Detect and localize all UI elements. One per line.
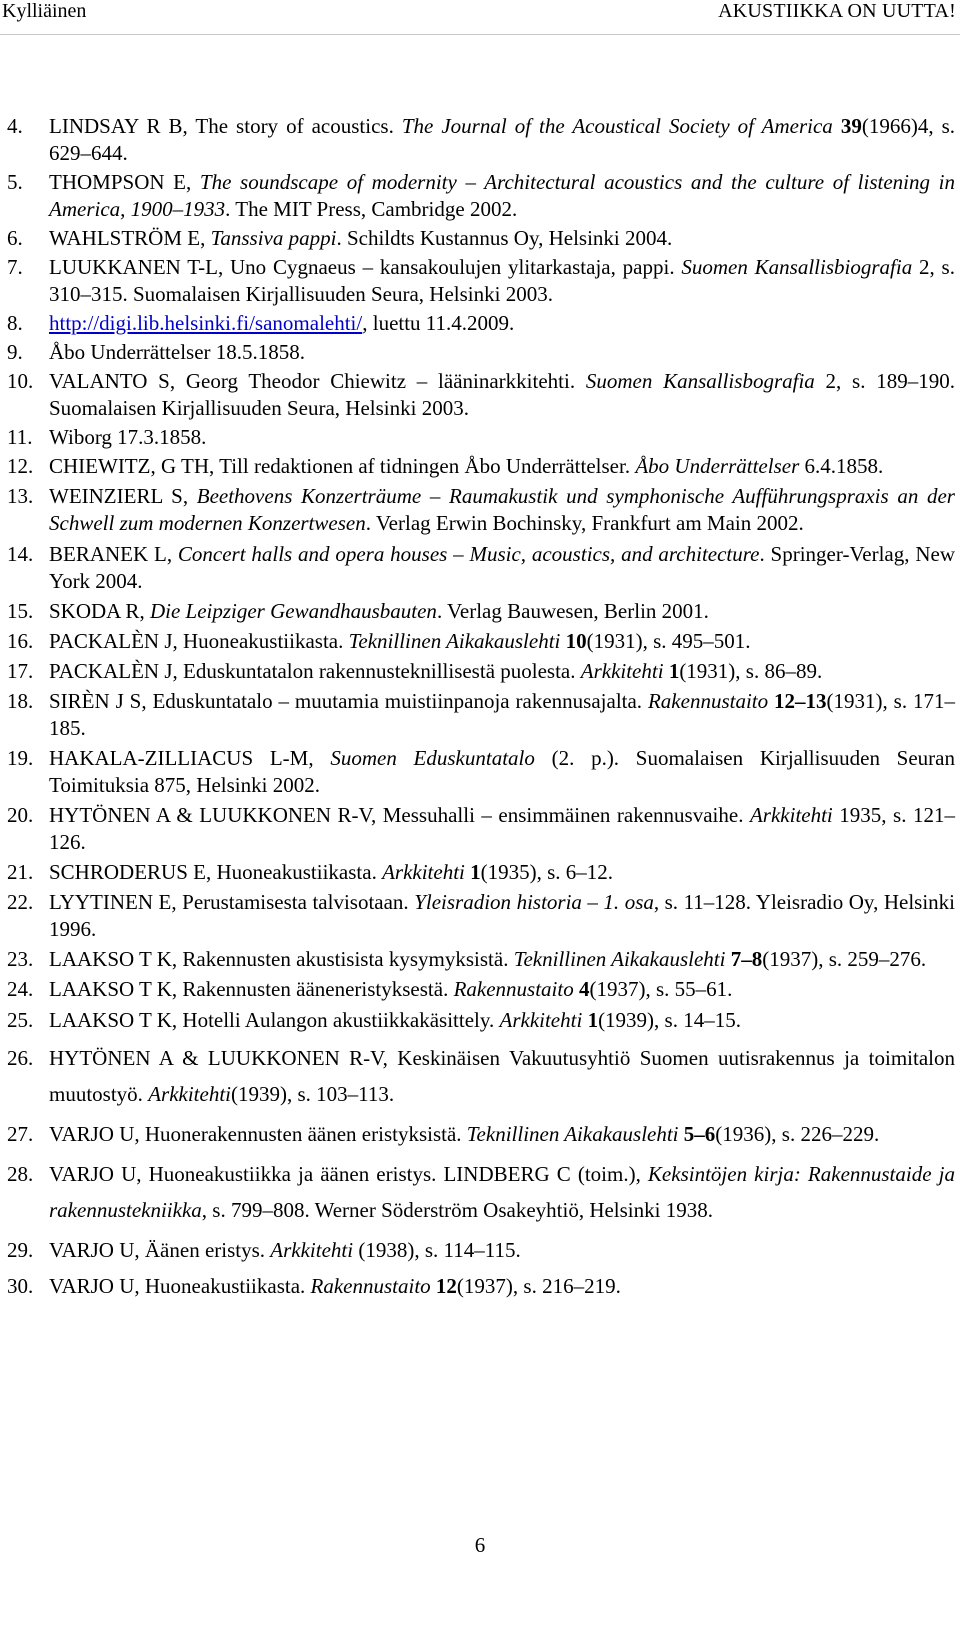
reference-number: 23. — [7, 947, 34, 971]
reference-segment: HYTÖNEN A & LUUKKONEN R-V, Messuhalli – ensimmäinen rakennusvaihe. — [49, 803, 750, 827]
reference-segment: 1935, s. 121–126. — [49, 803, 955, 854]
reference-list — [7, 113, 960, 1304]
reference-segment: (1936), s. 226–229. — [715, 1122, 880, 1146]
reference-number: 29. — [7, 1238, 34, 1262]
reference-item — [7, 541, 955, 595]
reference-number: 5. — [7, 170, 23, 194]
reference-number: 14. — [7, 542, 34, 566]
reference-number: 13. — [7, 484, 34, 508]
reference-segment: . Verlag Bauwesen, Berlin 2001. — [436, 599, 709, 623]
reference-item — [7, 1116, 955, 1152]
reference-segment: VALANTO S, Georg Theodor Chiewitz – lääninarkkitehti. — [49, 369, 586, 393]
reference-source: Tanssiva pappi — [210, 226, 337, 250]
reference-text — [49, 483, 955, 537]
reference-source: Teknillinen Aikakauslehti — [348, 629, 561, 653]
reference-source: Rakennustaito — [453, 977, 574, 1001]
reference-item — [7, 169, 955, 223]
reference-number: 4. — [7, 114, 23, 138]
reference-item — [7, 889, 955, 943]
reference-segment: VARJO U, Huoneakustiikasta. — [49, 1274, 311, 1298]
reference-number: 12. — [7, 454, 34, 478]
reference-segment: WEINZIERL S, — [49, 484, 197, 508]
reference-volume: 7–8 — [730, 947, 763, 971]
reference-segment: 2, s. 310–315. Suomalaisen Kirjallisuuden Seura, Helsinki 2003. — [49, 255, 955, 306]
reference-segment: PACKALÈN J, Eduskuntatalon rakennusteknillisestä puolesta. — [49, 659, 581, 683]
reference-volume: 39 — [840, 114, 862, 138]
reference-text — [49, 1232, 955, 1268]
reference-text — [49, 1268, 955, 1304]
reference-source: The Journal of the Acoustical Society of America — [401, 114, 833, 138]
reference-number: 30. — [7, 1274, 34, 1298]
reference-text — [49, 368, 955, 422]
reference-item — [7, 1040, 955, 1112]
reference-text — [49, 225, 955, 252]
reference-text — [49, 453, 955, 480]
reference-text — [49, 339, 955, 366]
reference-number: 7. — [7, 255, 23, 279]
reference-text — [49, 745, 955, 799]
header-author: Kylliäinen — [2, 0, 87, 22]
reference-segment: WAHLSTRÖM E, — [49, 226, 211, 250]
reference-text — [49, 859, 955, 886]
reference-text — [49, 254, 955, 308]
reference-item — [7, 339, 955, 366]
reference-text — [49, 424, 955, 451]
reference-source: Suomen Kansallisbografia — [585, 369, 815, 393]
reference-segment: (1966)4, s. 629–644. — [49, 114, 956, 165]
reference-number: 17. — [7, 659, 34, 683]
reference-segment: SKODA R, — [49, 599, 150, 623]
reference-segment: (1935), s. 6–12. — [480, 860, 614, 884]
reference-number: 26. — [7, 1046, 34, 1070]
reference-segment: LINDSAY R B, The story of acoustics. — [49, 114, 402, 138]
page-number: 6 — [474, 1533, 486, 1557]
header-title: AKUSTIIKKA ON UUTTA! — [718, 0, 956, 22]
reference-segment: LYYTINEN E, Perustamisesta talvisotaan. — [49, 890, 415, 914]
reference-item — [7, 1007, 955, 1034]
reference-source: Arkkitehti — [270, 1238, 354, 1262]
reference-segment: VARJO U, Äänen eristys. — [49, 1238, 271, 1262]
reference-number: 6. — [7, 226, 23, 250]
reference-segment: (1937), s. 55–61. — [589, 977, 733, 1001]
reference-item — [7, 483, 955, 537]
reference-text — [49, 1007, 955, 1034]
reference-text — [49, 976, 955, 1003]
reference-segment: . The MIT Press, Cambridge 2002. — [225, 197, 518, 221]
reference-volume: 10 — [565, 629, 587, 653]
reference-number: 18. — [7, 689, 34, 713]
reference-number: 24. — [7, 977, 34, 1001]
reference-item — [7, 254, 955, 308]
reference-segment: (1937), s. 216–219. — [456, 1274, 621, 1298]
reference-number: 11. — [7, 425, 33, 449]
reference-source: Teknillinen Aikakauslehti — [513, 947, 726, 971]
reference-item — [7, 310, 955, 337]
reference-source: Yleisradion historia – 1. osa — [414, 890, 654, 914]
reference-number: 16. — [7, 629, 34, 653]
reference-segment: VARJO U, Huonerakennusten äänen eristyksistä. — [49, 1122, 467, 1146]
reference-source: Keksintöjen kirja: Rakennustaide ja rakennustekniikka — [49, 1162, 955, 1222]
reference-item — [7, 628, 955, 655]
reference-item — [7, 1156, 955, 1228]
reference-segment: , s. 11–128. Yleisradio Oy, Helsinki 1996. — [49, 890, 955, 941]
reference-number: 10. — [7, 369, 34, 393]
reference-segment: (1938), s. 114–115. — [353, 1238, 521, 1262]
reference-item — [7, 658, 955, 685]
reference-item — [7, 598, 955, 625]
reference-volume: 12 — [435, 1274, 457, 1298]
reference-number: 22. — [7, 890, 34, 914]
reference-source: Die Leipziger Gewandhausbauten — [149, 599, 437, 623]
reference-source: Arkkitehti — [499, 1008, 583, 1032]
reference-number: 9. — [7, 340, 23, 364]
reference-segment: (2. p.). Suomalaisen Kirjallisuuden Seuran Toimituksia 875, Helsinki 2002. — [49, 746, 956, 797]
reference-text — [49, 946, 955, 973]
reference-segment: (1939), s. 14–15. — [598, 1008, 741, 1032]
reference-segment: HAKALA-ZILLIACUS L-M, — [49, 746, 331, 770]
reference-text — [49, 688, 955, 742]
reference-text — [49, 598, 955, 625]
reference-text — [49, 113, 955, 167]
reference-text — [49, 541, 955, 595]
reference-link[interactable]: http://digi.lib.helsinki.fi/sanomalehti/ — [49, 311, 363, 335]
reference-number: 20. — [7, 803, 34, 827]
running-header — [0, 0, 960, 35]
reference-number: 27. — [7, 1122, 34, 1146]
reference-text — [49, 1116, 955, 1152]
reference-segment: LAAKSO T K, Hotelli Aulangon akustiikkakäsittely. — [49, 1008, 500, 1032]
reference-source: Arkkitehti — [580, 659, 664, 683]
reference-source: Arkkitehti — [749, 803, 833, 827]
reference-segment: (1931), s. 86–89. — [679, 659, 823, 683]
reference-text — [49, 310, 955, 337]
reference-source: Rakennustaito — [647, 689, 769, 713]
reference-volume: 1 — [668, 659, 680, 683]
reference-segment: (1937), s. 259–276. — [762, 947, 927, 971]
reference-segment: (1939), s. 103–113. — [231, 1082, 395, 1106]
reference-number: 19. — [7, 746, 34, 770]
reference-segment: . Verlag Erwin Bochinsky, Frankfurt am Main 2002. — [365, 511, 804, 535]
reference-item — [7, 802, 955, 856]
reference-item — [7, 745, 955, 799]
reference-number: 25. — [7, 1008, 34, 1032]
reference-text — [49, 169, 955, 223]
reference-item — [7, 1268, 955, 1304]
reference-number: 21. — [7, 860, 34, 884]
reference-number: 8. — [7, 311, 23, 335]
reference-segment — [833, 114, 841, 138]
reference-item — [7, 1232, 955, 1268]
reference-segment: Wiborg 17.3.1858. — [49, 425, 207, 449]
reference-segment: VARJO U, Huoneakustiikka ja äänen eristys. LINDBERG C (toim.), — [49, 1162, 648, 1186]
reference-text — [49, 1040, 955, 1112]
reference-item — [7, 368, 955, 422]
reference-segment: PACKALÈN J, Huoneakustiikasta. — [49, 629, 349, 653]
reference-segment: . Schildts Kustannus Oy, Helsinki 2004. — [336, 226, 673, 250]
reference-segment: LUUKKANEN T-L, Uno Cygnaeus – kansakoulujen ylitarkastaja, pappi. — [49, 255, 682, 279]
reference-segment: LAAKSO T K, Rakennusten ääneneristyksestä. — [49, 977, 454, 1001]
reference-volume: 4 — [578, 977, 590, 1001]
reference-segment: SIRÈN J S, Eduskuntatalo – muutamia muistiinpanoja rakennusajalta. — [49, 689, 648, 713]
reference-item — [7, 225, 955, 252]
reference-number: 15. — [7, 599, 34, 623]
reference-item — [7, 113, 955, 167]
reference-segment: BERANEK L, — [49, 542, 178, 566]
reference-segment: LAAKSO T K, Rakennusten akustisista kysymyksistä. — [49, 947, 514, 971]
reference-text — [49, 1156, 955, 1228]
reference-source: Suomen Eduskuntatalo — [330, 746, 535, 770]
reference-source: Suomen Kansallisbiografia — [681, 255, 913, 279]
reference-item — [7, 859, 955, 886]
reference-source: Rakennustaito — [310, 1274, 431, 1298]
reference-text — [49, 802, 955, 856]
reference-segment: (1931), s. 171–185. — [49, 689, 955, 740]
reference-segment: THOMPSON E, — [49, 170, 200, 194]
reference-source: Arkkitehti — [148, 1082, 231, 1106]
reference-volume: 12–13 — [774, 689, 827, 713]
reference-segment: 2, s. 189–190. Suomalaisen Kirjallisuuden Seura, Helsinki 2003. — [49, 369, 955, 420]
reference-source: Teknillinen Aikakauslehti — [466, 1122, 679, 1146]
reference-segment: SCHRODERUS E, Huoneakustiikasta. — [49, 860, 383, 884]
reference-segment: Åbo Underrättelser 18.5.1858. — [49, 340, 306, 364]
reference-item — [7, 976, 955, 1003]
reference-segment: HYTÖNEN A & LUUKKONEN R-V, Keskinäisen Vakuutusyhtiö Suomen uutisrakennus ja toimitalon muutostyö. — [49, 1046, 955, 1106]
reference-volume: 5–6 — [683, 1122, 716, 1146]
reference-item — [7, 424, 955, 451]
reference-volume: 1 — [587, 1008, 599, 1032]
reference-source: Åbo Underrättelser — [635, 454, 800, 478]
reference-volume: 1 — [470, 860, 481, 884]
reference-source: Arkkitehti — [382, 860, 465, 884]
reference-segment: (1931), s. 495–501. — [586, 629, 751, 653]
reference-source: The soundscape of modernity – Architectural acoustics and the culture of listening in America, 1900–1933 — [49, 170, 955, 221]
reference-segment: , luettu 11.4.2009. — [362, 311, 515, 335]
reference-text — [49, 628, 955, 655]
reference-segment: . Springer-Verlag, New York 2004. — [49, 542, 955, 593]
reference-item — [7, 688, 955, 742]
reference-text — [49, 889, 955, 943]
reference-source: Beethovens Konzerträume – Raumakustik und symphonische Aufführungspraxis an der Schwell zum modernen Konzertwesen — [49, 484, 955, 535]
reference-item — [7, 946, 955, 973]
reference-segment: 6.4.1858. — [799, 454, 884, 478]
reference-segment: , s. 799–808. Werner Söderström Osakeyhtiö, Helsinki 1938. — [201, 1198, 713, 1222]
reference-source: Concert halls and opera houses – Music, acoustics, and architecture — [177, 542, 760, 566]
reference-item — [7, 453, 955, 480]
reference-text — [49, 658, 955, 685]
reference-segment: CHIEWITZ, G TH, Till redaktionen af tidningen Åbo Underrättelser. — [49, 454, 636, 478]
reference-number: 28. — [7, 1162, 34, 1186]
